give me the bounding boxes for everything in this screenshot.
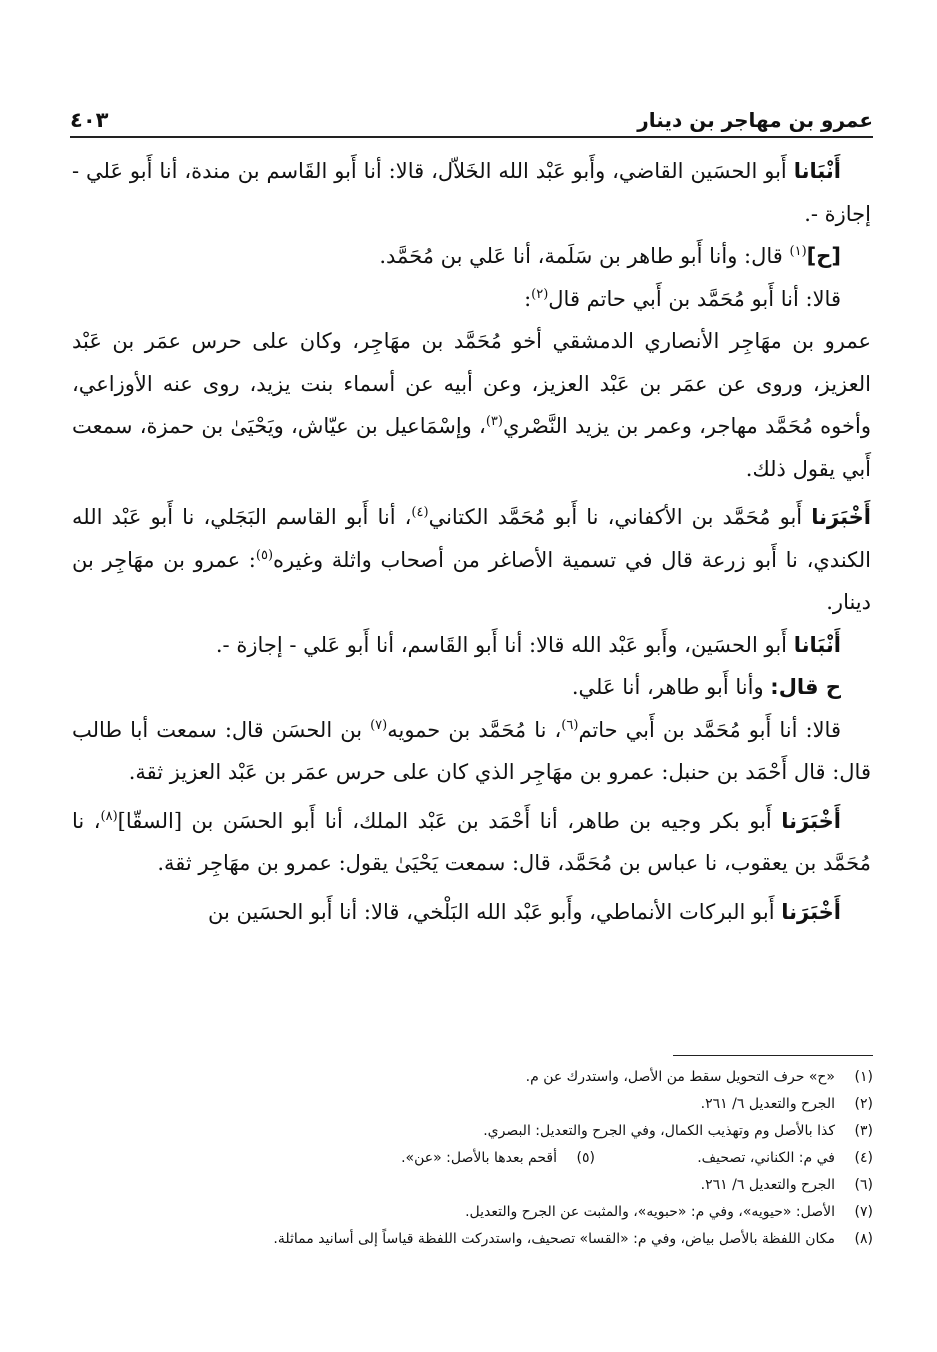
paragraph-text: ، نا مُحَمَّد بن يعقوب، نا عباس بن مُحَمَّد، قال: سمعت يَحْيَىٰ يقول: عمرو بن مهَاجِر ثقة.	[72, 808, 871, 875]
paragraph-text: بن الحسَن قال: سمعت أبا طالب قال: قال أَحْمَد بن حنبل: عمرو بن مهَاجِر الذي كان على حرس عمَر بن عَبْد العزيز ثقة.	[72, 717, 871, 784]
footnote-text: في م: الكناني، تصحيف.	[697, 1150, 835, 1166]
footnote-ref[interactable]: (٢)	[531, 286, 549, 302]
footnote	[110, 1091, 873, 1118]
running-title: عمرو بن مهاجر بن دينار	[637, 108, 873, 132]
footnote-divider	[673, 1055, 873, 1056]
footnote	[110, 1172, 873, 1199]
paragraph-text: : عمرو بن مهَاجِر بن دينار.	[72, 547, 871, 614]
paragraph-text: أَبو البركات الأنماطي، وأَبو عَبْد الله البَلْخي، قالا: أنا أَبو الحسَين بن	[207, 899, 775, 924]
paragraph-lead-word: أَخْبَرَنا	[781, 899, 841, 924]
paragraph-text: عمرو بن مهَاجِر الأنصاري الدمشقي أخو مُحَمَّد بن مهَاجِر، وكان على حرس عمَر بن عَبْد العزيز، وروى عن عمَر بن عَبْد العزيز، وعن أبيه عن أسماء بنت يزيد، روى عنه الأوزاعي، وأخوه مُحَمَّد مهاجر، وعمر بن يزيد النَّصْري	[72, 329, 871, 438]
footnote-ref[interactable]: (٦)	[561, 717, 579, 733]
paragraph-lead-word: ح قال:	[770, 675, 841, 699]
paragraph	[72, 666, 871, 709]
paragraph-text: أَبو مُحَمَّد بن الأكفاني، نا أَبو مُحَمَّد الكتاني	[428, 505, 803, 529]
footnote	[110, 1226, 873, 1253]
footnote-ref[interactable]: (٣)	[485, 414, 503, 429]
footnote-number: (٤)	[854, 1150, 873, 1166]
paragraph	[72, 235, 871, 278]
paragraph	[72, 496, 871, 624]
footnote-pair	[110, 1145, 873, 1172]
paragraph-text: أَبو الحسَين القاضي، وأَبو عَبْد الله الخَلاّل، قالا: أنا أَبو القَاسم بن مندة، أنا أَبو عَلي - إجازة -.	[72, 159, 871, 226]
paragraph-text: ، نا مُحَمَّد بن حمويه	[387, 717, 562, 742]
page-header	[70, 92, 873, 138]
paragraph-text: قالا: أنا أَبو مُحَمَّد بن أَبي حاتم قال	[548, 286, 841, 311]
paragraph-text: :	[524, 286, 532, 311]
footnote-number: (٦)	[854, 1177, 873, 1193]
paragraph-lead-word: أَخْبَرَنا	[781, 808, 841, 833]
paragraph-text: ، أنا أَبو القاسم البَجَلي، نا أَبو عَبْد الله الكندي، نا أَبو زرعة قال في تسمية الأصاغر من أصحاب واثلة وغيره	[72, 505, 871, 572]
footnote-text: الجرح والتعديل ٦/ ٢٦١.	[700, 1177, 835, 1193]
paragraph-text: ، وإسْمَاعيل بن عيّاش، ويَحْيَىٰ بن حمزة، سمعت أَبي يقول ذلك.	[72, 414, 871, 481]
footnote-ref[interactable]: (٥)	[255, 547, 274, 563]
footnotes	[110, 1055, 873, 1253]
paragraph-lead-word: [ح]	[806, 244, 841, 268]
paragraph	[72, 624, 871, 667]
footnote-number: (٨)	[854, 1231, 873, 1247]
footnote-ref[interactable]: (٨)	[100, 808, 118, 824]
footnote-number: (٥)	[576, 1150, 595, 1166]
paragraph	[72, 891, 871, 934]
footnote-text: «ح» حرف التحويل سقط من الأصل، واستدرك عن م.	[525, 1069, 835, 1085]
paragraph-text: وأنا أَبو طاهر، أنا عَلي.	[571, 675, 764, 699]
footnote-text: كذا بالأصل وم وتهذيب الكمال، وفي الجرح والتعديل: البصري.	[483, 1123, 835, 1139]
footnote-text: الأصل: «حيويه»، وفي م: «حبويه»، والمثبت عن الجرح والتعديل.	[465, 1204, 835, 1220]
page-number: ٤٠٣	[70, 108, 109, 132]
footnote	[110, 1199, 873, 1226]
footnote-ref[interactable]: (٧)	[370, 717, 388, 733]
footnote-number: (٧)	[854, 1204, 873, 1220]
paragraph-text: أَبو بكر وجيه بن طاهر، أنا أَحْمَد بن عَبْد الملك، أنا أَبو الحسَن بن [السقّا]	[117, 808, 772, 833]
paragraph	[72, 278, 871, 321]
footnote-number: (٢)	[854, 1096, 873, 1112]
paragraph-text: قالا: أنا أَبو مُحَمَّد بن أَبي حاتم	[578, 717, 841, 742]
footnote	[110, 1118, 873, 1145]
footnote-number: (١)	[854, 1069, 873, 1085]
footnote-text: الجرح والتعديل ٦/ ٢٦١.	[700, 1096, 835, 1112]
paragraph-lead-word: أَخْبَرَنا	[811, 505, 871, 529]
paragraph-text: قال: وأنا أَبو طاهر بن سَلَمة، أنا عَلي بن مُحَمَّد.	[379, 244, 783, 268]
footnote-text: مكان اللفظة بالأصل بياض، وفي م: «القسا» تصحيف، واستدركت اللفظة قياساً إلى أسانيد مماثلة.	[273, 1231, 835, 1247]
footnote-ref[interactable]: (٤)	[411, 505, 429, 520]
paragraph-lead-word: أَنْبَانا	[793, 632, 841, 657]
footnote	[110, 1064, 873, 1091]
main-text	[72, 150, 871, 933]
paragraph	[72, 320, 871, 490]
paragraph	[72, 800, 871, 885]
footnote-ref[interactable]: (١)	[789, 244, 807, 259]
paragraph-text: أَبو الحسَين، وأَبو عَبْد الله قالا: أنا أَبو القَاسم، أنا أَبو عَلي - إجازة -.	[215, 632, 787, 657]
paragraph	[72, 709, 871, 794]
footnote-text: أقحم بعدها بالأصل: «عن».	[401, 1150, 557, 1166]
paragraph-lead-word: أَنْبَانا	[793, 159, 841, 183]
paragraph	[72, 150, 871, 235]
footnote-number: (٣)	[854, 1123, 873, 1139]
